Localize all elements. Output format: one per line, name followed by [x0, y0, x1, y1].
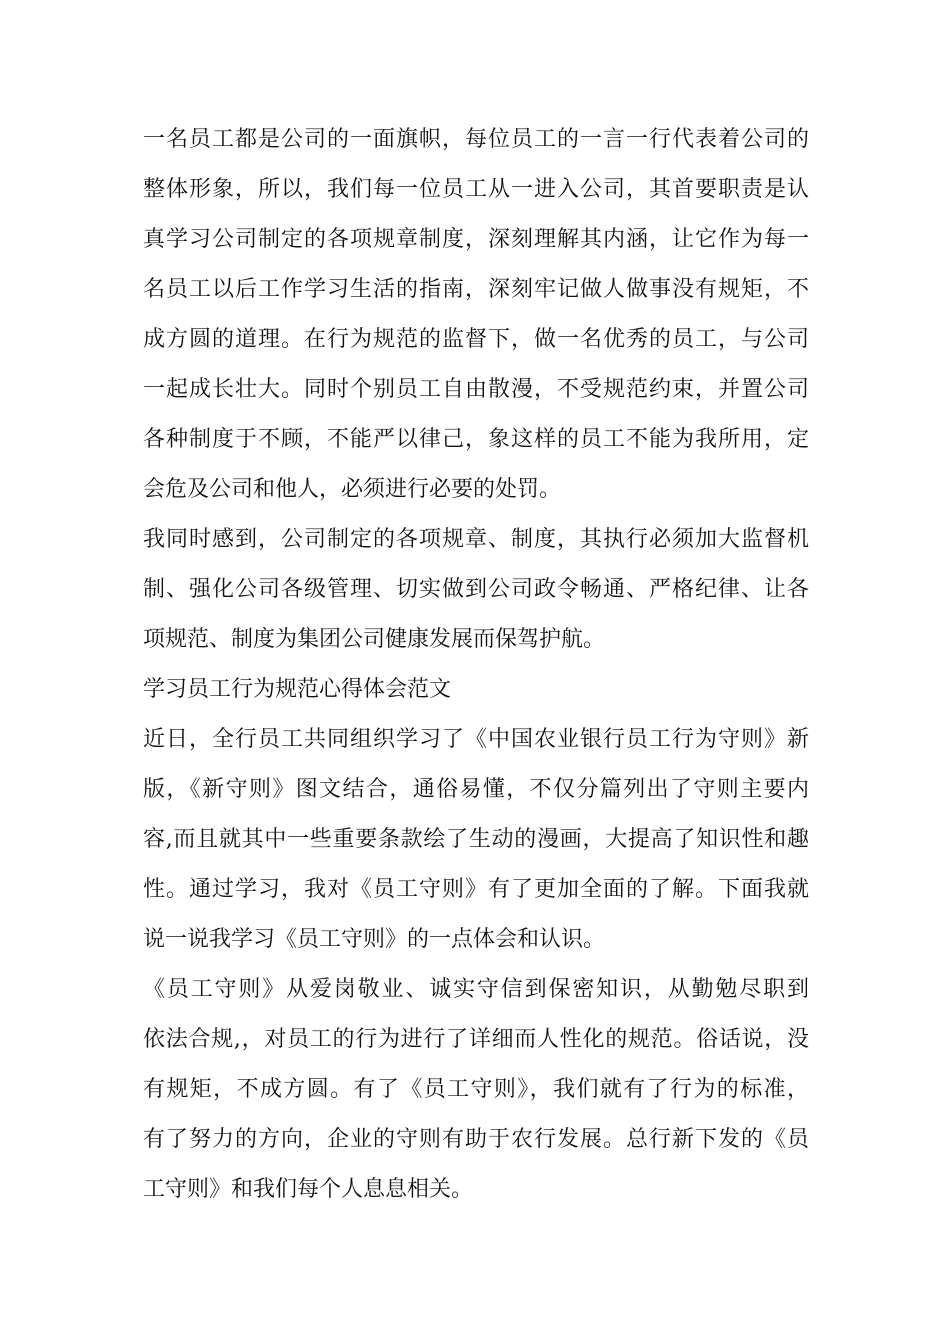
text-line: 依法合规,，对员工的行为进行了详细而人性化的规范。俗话说，没: [143, 1027, 809, 1052]
text-line: 项规范、制度为集团公司健康发展而保驾护航。: [143, 627, 606, 652]
text-line: 名员工以后工作学习生活的指南，深刻牢记做人做事没有规矩，不: [143, 277, 809, 302]
text-line: 《员工守则》从爱岗敬业、诚实守信到保密知识，从勤勉尽职到: [143, 977, 809, 1002]
text-line: 制、强化公司各级管理、切实做到公司政令畅通、严格纪律、让各: [143, 577, 809, 602]
text-line: 说一说我学习《员工守则》的一点体会和认识。: [143, 927, 606, 952]
text-line: 各种制度于不顾，不能严以律己，象这样的员工不能为我所用，定: [143, 427, 809, 452]
text-line: 一起成长壮大。同时个别员工自由散漫，不受规范约束，并置公司: [143, 377, 809, 402]
text-line: 版，《新守则》图文结合，通俗易懂，不仅分篇列出了守则主要内: [143, 777, 809, 802]
text-line: 性。通过学习，我对《员工守则》有了更加全面的了解。下面我就: [143, 877, 809, 902]
text-line: 工守则》和我们每个人息息相关。: [143, 1177, 474, 1202]
text-line: 整体形象，所以，我们每一位员工从一进入公司，其首要职责是认: [143, 177, 809, 202]
text-line: 一名员工都是公司的一面旗帜，每位员工的一言一行代表着公司的: [143, 127, 809, 152]
text-line: 有了努力的方向，企业的守则有助于农行发展。总行新下发的《员: [143, 1127, 809, 1152]
text-line: 真学习公司制定的各项规章制度，深刻理解其内涵，让它作为每一: [143, 227, 809, 252]
text-line: 我同时感到，公司制定的各项规章、制度，其执行必须加大监督机: [143, 527, 809, 552]
text-line: 有规矩，不成方圆。有了《员工守则》，我们就有了行为的标准，: [143, 1077, 809, 1102]
text-line: 成方圆的道理。在行为规范的监督下，做一名优秀的员工，与公司: [143, 327, 809, 352]
text-line: 会危及公司和他人，必须进行必要的处罚。: [143, 477, 562, 502]
text-line: 近日，全行员工共同组织学习了《中国农业银行员工行为守则》新: [143, 727, 809, 752]
section-heading: 学习员工行为规范心得体会范文: [143, 677, 452, 702]
text-line: 容,而且就其中一些重要条款绘了生动的漫画，大提高了知识性和趣: [143, 827, 809, 852]
